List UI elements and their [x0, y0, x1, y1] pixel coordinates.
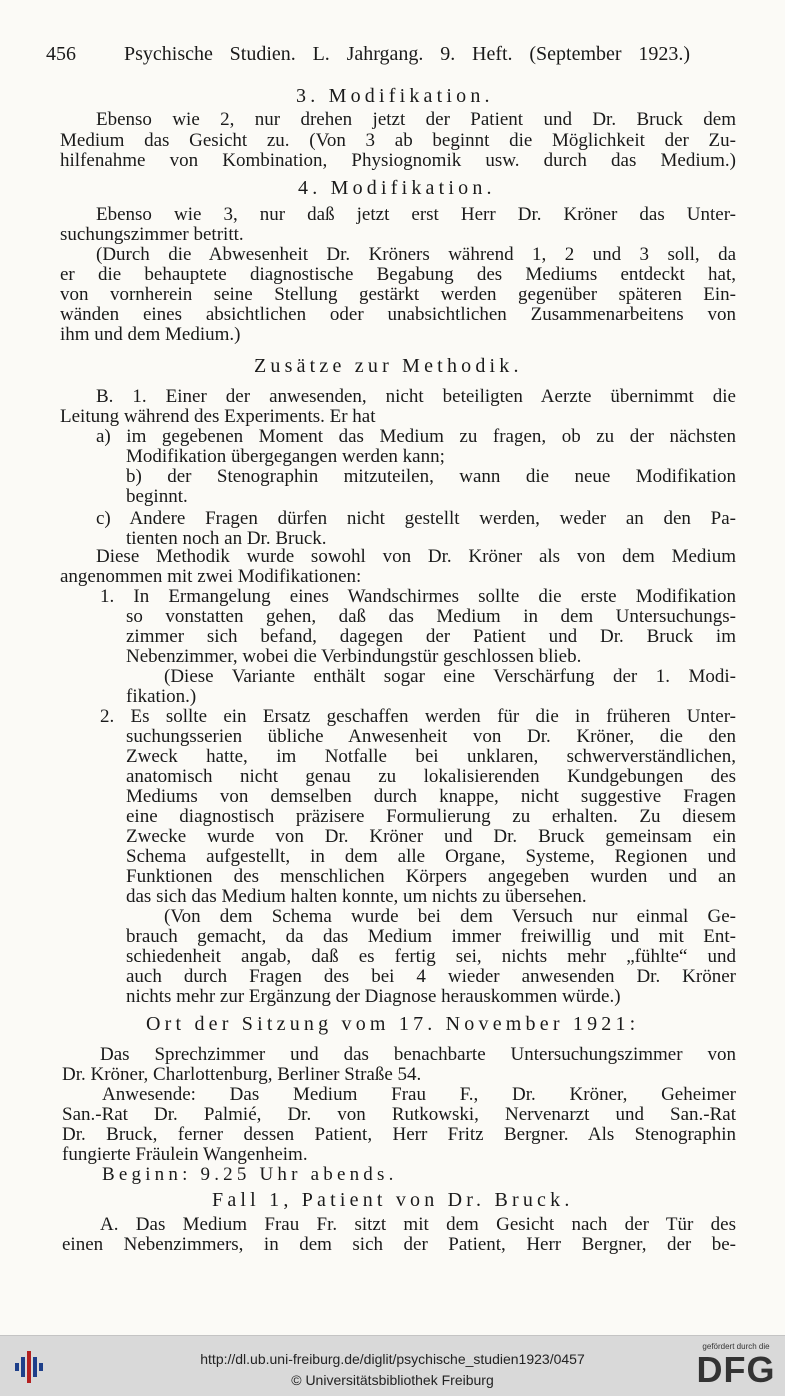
body-line: Dr. Bruck, ferner dessen Patient, Herr Fritz Bergner. Als Stenographin [62, 1124, 736, 1145]
body-line: Beginn: 9.25 Uhr abends. [102, 1164, 398, 1185]
source-url[interactable]: http://dl.ub.uni-freiburg.de/diglit/psychische_studien1923/0457 [200, 1351, 585, 1367]
body-line: Anwesende: Das Medium Frau F., Dr. Kröner, Geheimer [102, 1084, 736, 1105]
body-line: 1. In Ermangelung eines Wandschirmes sollte die erste Modifikation [100, 586, 736, 607]
body-line: Leitung während des Experiments. Er hat [60, 406, 376, 427]
section-heading: Fall 1, Patient von Dr. Bruck. [212, 1189, 574, 1211]
body-line: schiedenheit angab, daß es fertig sei, nichts mehr „fühlte“ und [126, 946, 736, 967]
body-line: a) im gegebenen Moment das Medium zu fragen, ob zu der nächsten [96, 426, 736, 447]
body-line: c) Andere Fragen dürfen nicht gestellt werden, weder an den Pa- [96, 508, 736, 529]
body-line: Diese Methodik wurde sowohl von Dr. Kröner als von dem Medium [96, 546, 736, 567]
body-line: das sich das Medium halten konnte, um nichts zu übersehen. [126, 886, 587, 907]
section-heading: Zusätze zur Methodik. [254, 355, 523, 377]
body-line: brauch gemacht, da das Medium immer freiwillig und mit Ent- [126, 926, 736, 947]
body-line: von vornherein seine Stellung gestärkt werden gegenüber späteren Ein- [60, 284, 736, 305]
section-heading: 3. Modifikation. [296, 85, 494, 107]
copyright-notice: © Universitätsbibliothek Freiburg [291, 1372, 494, 1388]
body-line: San.-Rat Dr. Palmié, Dr. von Rutkowski, Nervenarzt und San.-Rat [62, 1104, 736, 1125]
body-line: A. Das Medium Frau Fr. sitzt mit dem Gesicht nach der Tür des [100, 1214, 736, 1235]
dfg-logo-text: DFG [696, 1349, 776, 1390]
body-line: er die behauptete diagnostische Begabung des Mediums entdeckt hat, [60, 264, 736, 285]
body-line: so vonstatten gehen, daß das Medium in dem Untersuchungs- [126, 606, 736, 627]
body-line: Modifikation übergegangen werden kann; [126, 446, 445, 467]
footer-bar [0, 1335, 785, 1396]
body-line: Medium das Gesicht zu. (Von 3 ab beginnt die Möglichkeit der Zu- [60, 130, 736, 151]
body-line: Nebenzimmer, wobei die Verbindungstür geschlossen blieb. [126, 646, 582, 667]
page-number: 456 [46, 43, 76, 65]
body-line: angenommen mit zwei Modifikationen: [60, 566, 362, 587]
body-line: hilfenahme von Kombination, Physiognomik usw. durch das Medium.) [60, 150, 736, 171]
body-line: (Diese Variante enthält sogar eine Verschärfung der 1. Modi- [164, 666, 736, 687]
body-line: fungierte Fräulein Wangenheim. [62, 1144, 308, 1165]
body-line: zimmer sich befand, dagegen der Patient und Dr. Bruck im [126, 626, 736, 647]
body-line: Dr. Kröner, Charlottenburg, Berliner Straße 54. [62, 1064, 422, 1085]
body-line: suchungsserien übliche Anwesenheit von Dr. Kröner, die den [126, 726, 736, 747]
body-line: Mediums von demselben durch knappe, nicht suggestive Fragen [126, 786, 736, 807]
body-line: suchungszimmer betritt. [60, 224, 244, 245]
body-line: Ebenso wie 3, nur daß jetzt erst Herr Dr. Kröner das Unter- [96, 204, 736, 225]
body-line: nichts mehr zur Ergänzung der Diagnose herauskommen würde.) [126, 986, 621, 1007]
body-line: einen Nebenzimmers, in dem sich der Patient, Herr Bergner, der be- [62, 1234, 736, 1255]
body-line: beginnt. [126, 486, 188, 507]
body-line: wänden eines absichtlichen oder unabsichtlichen Zusammenarbeitens von [60, 304, 736, 325]
body-line: Funktionen des menschlichen Körpers angegeben wurden und an [126, 866, 736, 887]
body-line: Ebenso wie 2, nur drehen jetzt der Patient und Dr. Bruck dem [96, 109, 736, 130]
dfg-funding-caption: gefördert durch die [702, 1342, 770, 1351]
body-line: ihm und dem Medium.) [60, 324, 241, 345]
dfg-logo [694, 1342, 778, 1392]
body-line: auch durch Fragen des bei 4 wieder anwesenden Dr. Kröner [126, 966, 736, 987]
body-line: Schema aufgestellt, in dem alle Organe, Systeme, Regionen und [126, 846, 736, 867]
body-line: Das Sprechzimmer und das benachbarte Untersuchungszimmer von [100, 1044, 736, 1065]
body-line: (Von dem Schema wurde bei dem Versuch nur einmal Ge- [164, 906, 736, 927]
body-line: tienten noch an Dr. Bruck. [126, 528, 327, 549]
body-line: anatomisch nicht genau zu lokalisierenden Kundgebungen des [126, 766, 736, 787]
body-line: 2. Es sollte ein Ersatz geschaffen werden für die in früheren Unter- [100, 706, 736, 727]
body-line: fikation.) [126, 686, 197, 707]
body-line: b) der Stenographin mitzuteilen, wann die neue Modifikation [126, 466, 736, 487]
running-title: Psychische Studien. L. Jahrgang. 9. Heft. (September 1923.) [124, 43, 690, 65]
section-heading: 4. Modifikation. [298, 177, 496, 199]
section-heading: Ort der Sitzung vom 17. November 1921: [146, 1013, 640, 1035]
body-line: Zwecke wurde von Dr. Kröner und Dr. Bruck gemeinsam ein [126, 826, 736, 847]
body-line: eine diagnostisch präzisere Formulierung zu erhalten. Zu diesem [126, 806, 736, 827]
body-line: Zweck hatte, im Notfalle bei unklaren, schwerverständlichen, [126, 746, 736, 767]
body-line: B. 1. Einer der anwesenden, nicht beteiligten Aerzte übernimmt die [96, 386, 736, 407]
body-line: (Durch die Abwesenheit Dr. Kröners während 1, 2 und 3 soll, da [96, 244, 736, 265]
